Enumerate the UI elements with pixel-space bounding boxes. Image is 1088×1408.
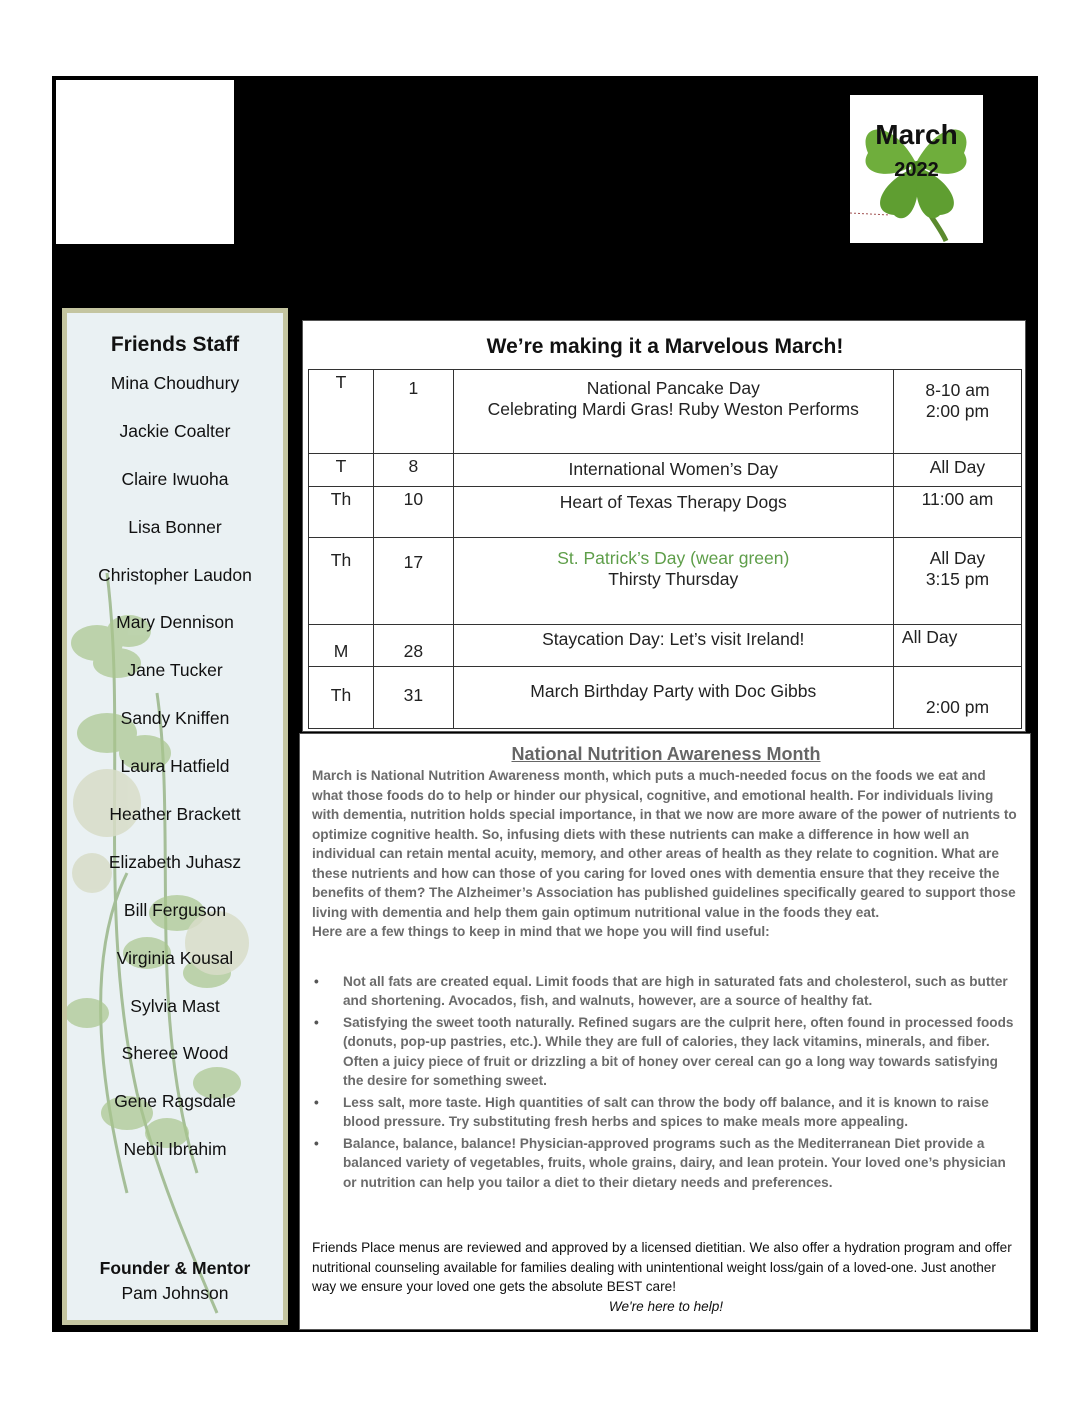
staff-name: Laura Hatfield	[120, 756, 230, 777]
staff-name: Claire Iwuoha	[121, 468, 229, 489]
year-label: 2022	[894, 159, 939, 181]
event-day: T	[309, 454, 374, 487]
event-day: M	[309, 625, 374, 667]
event-time: 3:15 pm	[925, 569, 990, 589]
staff-name: Mary Dennison	[116, 612, 234, 633]
event-title: Thirsty Thursday	[608, 569, 739, 589]
event-title: Staycation Day: Let’s visit Ireland!	[542, 629, 805, 649]
event-date: 17	[374, 538, 454, 625]
event-cell	[453, 625, 893, 667]
staff-sidebar	[67, 313, 283, 1320]
event-day: Th	[309, 487, 374, 538]
tips-list	[312, 972, 1020, 1193]
event-title: National Pancake Day	[586, 378, 760, 398]
closing-text: Friends Place menus are reviewed and approved by a licensed dietitian. We also offer a hydration program and offer nutritional counseling available for families dealing with unintentional weight loss/gain of a loved-one. Just another way we ensure your loved one gets the absolute BEST care!	[312, 1240, 1012, 1294]
event-date: 10	[374, 487, 454, 538]
staff-name: Christopher Laudon	[98, 564, 252, 585]
article-body	[312, 766, 1020, 1194]
event-time: 2:00 pm	[925, 401, 990, 421]
founder-title: Founder & Mentor	[99, 1258, 251, 1278]
event-title: St. Patrick’s Day (wear green)	[557, 548, 790, 568]
event-date: 8	[374, 454, 454, 487]
staff-name: Mina Choudhury	[110, 373, 240, 393]
event-date: 28	[374, 625, 454, 667]
staff-name: Bill Ferguson	[123, 899, 227, 920]
staff-name: Nebil Ibrahim	[123, 1139, 227, 1160]
staff-title: Friends Staff	[110, 333, 240, 356]
logo-placeholder	[56, 80, 234, 244]
event-row	[309, 625, 1022, 667]
staff-name: Elizabeth Juhasz	[108, 851, 242, 872]
article-closing	[312, 1238, 1020, 1316]
staff-name: Heather Brackett	[109, 804, 241, 825]
event-day: Th	[309, 538, 374, 625]
event-cell	[453, 667, 893, 729]
staff-list	[67, 373, 283, 1187]
founder-name: Pam Johnson	[121, 1283, 229, 1303]
event-time-cell	[893, 625, 1021, 667]
events-panel	[302, 320, 1026, 732]
tip-item: • Less salt, more taste. High quantities of salt can throw the body off balance, and it is known to raise blood pressure. Try substituting fresh herbs and spices to make meals more appealing.	[312, 1093, 1020, 1132]
event-cell	[453, 454, 893, 487]
event-time: 8-10 am	[925, 380, 990, 400]
event-cell	[453, 538, 893, 625]
tagline: We're here to help!	[608, 1298, 724, 1314]
staff-name: Sheree Wood	[121, 1043, 229, 1064]
event-row	[309, 370, 1022, 454]
staff-name: Virginia Kousal	[116, 947, 234, 968]
staff-name: Sandy Kniffen	[120, 708, 230, 729]
event-time: All Day	[901, 627, 958, 647]
tip-item: • Balance, balance, balance! Physician-approved programs such as the Mediterranean Diet provide a balanced variety of vegetables, fruits, whole grains, dairy, and lean protein. Your loved one’s physician or nutrition can help you tailor a diet to their dietary needs and preferences.	[312, 1134, 1020, 1193]
tip-item: • Satisfying the sweet tooth naturally. Refined sugars are the culprit here, often found in processed foods (donuts, pop-up pastries, etc.). While they are full of calories, they lack vitamins, minerals, and fiber. Often a juicy piece of fruit or drizzling a bit of honey over cereal can go a long way towards satisfying the desire for something sweet.	[312, 1013, 1020, 1091]
article-title: National Nutrition Awareness Month	[511, 744, 821, 764]
event-row	[309, 454, 1022, 487]
event-cell	[453, 487, 893, 538]
event-row	[309, 538, 1022, 625]
event-row	[309, 667, 1022, 729]
article-intro: March is National Nutrition Awareness month, which puts a much-needed focus on the foods we eat and what those foods do to help or hinder our physical, cognitive, and emotional health. For individuals living with dementia, nutrition holds special importance, in that we now are more aware of the power of nutrients to optimize cognitive health. So, infusing diets with these nutrients can make a difference in how well an individual can retain mental acuity, memory, and other areas of health as they relate to cognition. What are these nutrients and how can those of you caring for loved ones with dementia ensure that they receive the benefits of them? The Alzheimer’s Association has published guidelines specifically geared to support those living with dementia and help them gain optimum nutritional value in the foods they eat.	[312, 768, 1017, 920]
nutrition-article	[299, 733, 1031, 1330]
staff-name: Sylvia Mast	[130, 995, 220, 1016]
events-title: We’re making it a Marvelous March!	[486, 335, 844, 358]
event-day: Th	[309, 667, 374, 729]
event-time: 11:00 am	[921, 489, 994, 509]
event-title: March Birthday Party with Doc Gibbs	[530, 681, 817, 701]
event-title: Heart of Texas Therapy Dogs	[559, 492, 787, 512]
clover-badge	[850, 95, 983, 243]
event-row	[309, 487, 1022, 538]
event-date: 31	[374, 667, 454, 729]
event-title: International Women’s Day	[568, 459, 778, 479]
events-table	[308, 369, 1022, 729]
event-time-cell	[893, 538, 1021, 625]
event-time-cell	[893, 370, 1021, 454]
month-label: March	[875, 119, 958, 150]
event-time-cell	[893, 454, 1021, 487]
article-lead: Here are a few things to keep in mind that we hope you will find useful:	[312, 924, 770, 939]
event-time-cell	[893, 667, 1021, 729]
event-time-cell	[893, 487, 1021, 538]
event-time: All Day	[929, 457, 986, 477]
event-time: All Day	[929, 548, 986, 568]
event-title: Celebrating Mardi Gras! Ruby Weston Performs	[487, 399, 859, 419]
event-time: 2:00 pm	[925, 697, 990, 717]
staff-name: Gene Ragsdale	[114, 1091, 236, 1112]
event-cell	[453, 370, 893, 454]
event-day: T	[309, 370, 374, 454]
tip-item: • Not all fats are created equal. Limit foods that are high in saturated fats and cholesterol, such as butter and shortening. Avocados, fish, and walnuts, however, are a source of healthy fat.	[312, 972, 1020, 1011]
staff-name: Lisa Bonner	[128, 516, 222, 537]
staff-name: Jane Tucker	[127, 660, 223, 681]
staff-name: Jackie Coalter	[119, 420, 231, 441]
event-date: 1	[374, 370, 454, 454]
